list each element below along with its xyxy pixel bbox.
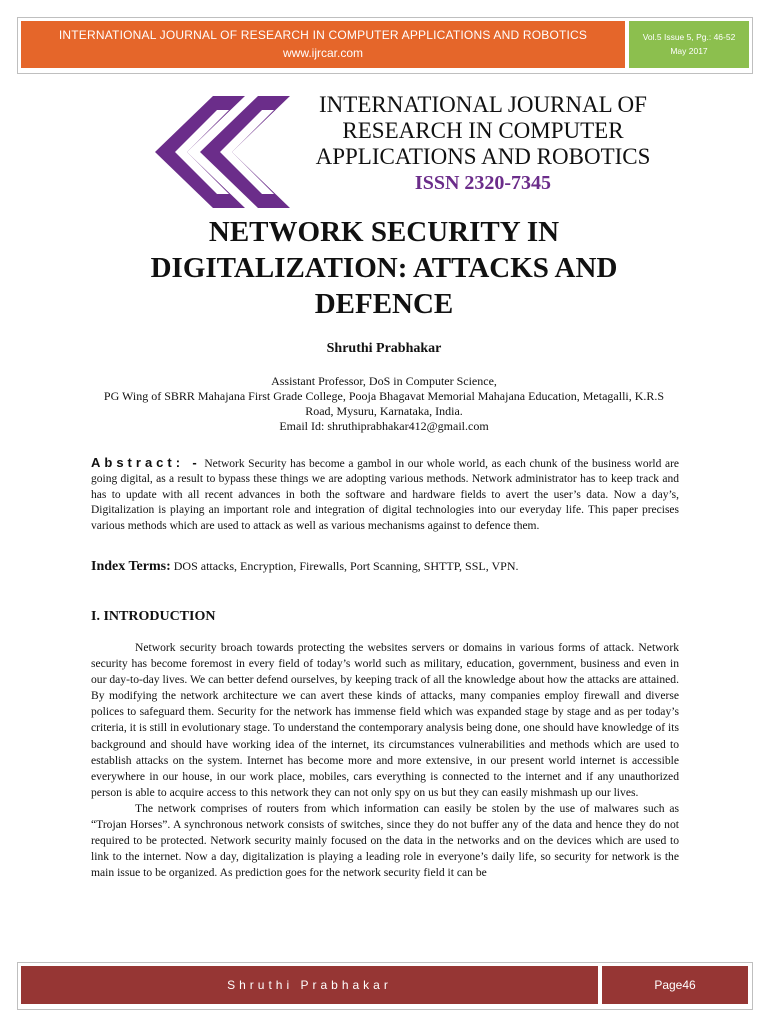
index-terms-text: DOS attacks, Encryption, Firewalls, Port Scanning, SHTTP, SSL, VPN.: [173, 559, 519, 573]
abstract-label: Abstract: -: [91, 455, 201, 470]
abstract: [91, 455, 679, 534]
paper-title-line: DEFENCE: [314, 288, 454, 320]
issue-date: May 2017: [670, 46, 708, 56]
paper-title-line: NETWORK SECURITY IN: [208, 216, 560, 248]
author-email: Email Id: shruthiprabhakar412@gmail.com: [279, 419, 489, 433]
journal-title-line: INTERNATIONAL JOURNAL OF: [319, 92, 647, 117]
banner-journal-name: INTERNATIONAL JOURNAL OF RESEARCH IN COMPUTER APPLICATIONS AND ROBOTICS: [58, 28, 588, 42]
affiliation-line: Road, Mysuru, Karnataka, India.: [305, 404, 463, 418]
affiliation-line: PG Wing of SBRR Mahajana First Grade College, Pooja Bhagavat Memorial Mahajana Education, Metagalli, K.R.S: [103, 389, 665, 403]
author-name: Shruthi Prabhakar: [326, 341, 442, 356]
affiliation-line: Assistant Professor, DoS in Computer Science,: [271, 374, 497, 388]
page-number: Page46: [602, 966, 748, 1004]
journal-title-block: [300, 92, 666, 195]
index-terms: [91, 559, 679, 575]
paragraph: Network security broach towards protecting the websites servers or domains in various forms of attack. Network security has become foremost in every field of today’s world such as military, education, government, business and even in our day-to-day lives. We can better defend ourselves, by keeping track of all the knowledge about how the attacks are attained. By modifying the network architecture we can avert these kinds of attacks, many companies employ firewall and diverse polices to safeguard them. Security for the network has immense field which was expanded stage by stage and as per today’s criteria, it is still in evolutionary stage. To understand the contemporary analysis being done, one should have knowledge of its background and should have working idea of the internet, its circumstances vulnerabilities and methods which are used to establish attacks on the system. Internet has become more and more extensive, in our present world internet is accessible everywhere in our house, in our work place, mobiles, cars everything is connected to the internet and if any unauthorized person is able to acquire access to this network they can not only spy on us but they can easily mishmash up our lives.: [91, 641, 679, 799]
footer-author: Shruthi Prabhakar: [21, 966, 598, 1004]
paragraph: The network comprises of routers from which information can easily be stolen by the use of malwares such as “Trojan Horses”. A synchronous network consists of switches, since they do not buffer any of the data and hence they do not required to be protected. Network security mainly focused on the data in the networks and on the devices which are used to link to the internet. Now a day, digitalization is playing a leading role in everyone’s daily life, so security for network is the main issue to be organized. As prediction goes for the network security field it can be: [91, 801, 679, 880]
header-banner: [17, 17, 753, 74]
banner-website: www.ijrcar.com: [282, 46, 363, 60]
issue-info: [629, 21, 749, 68]
paper-title: [84, 214, 684, 322]
page-footer: [17, 962, 753, 1010]
journal-title-line: RESEARCH IN COMPUTER: [342, 118, 624, 143]
double-chevron-logo-icon: [155, 96, 290, 208]
issue-volume: Vol.5 Issue 5, Pg.: 46-52: [642, 32, 736, 42]
paper-title-line: DIGITALIZATION: ATTACKS AND: [150, 252, 618, 284]
issn: ISSN 2320-7345: [414, 172, 552, 194]
author-affiliation: [84, 374, 684, 434]
section-heading: I. INTRODUCTION: [91, 609, 216, 624]
introduction-body: [91, 640, 679, 881]
index-terms-label: Index Terms:: [91, 559, 171, 574]
journal-banner: [21, 21, 625, 68]
abstract-text: Network Security has become a gambol in our whole world, as each chunk of the business world are going digital, as a result to bypass these things we are adopting various methods. Network administrator has to keep track and has to update with all recent advances in both the software and hardware fields to avert the user’s data. Now a day’s, Digitalization is playing an important role and integration of digital technologies into our everyday life. This paper precises various methods which are used to attack as well as various mechanisms against to defence them.: [91, 458, 680, 532]
journal-title-line: APPLICATIONS AND ROBOTICS: [315, 144, 651, 169]
